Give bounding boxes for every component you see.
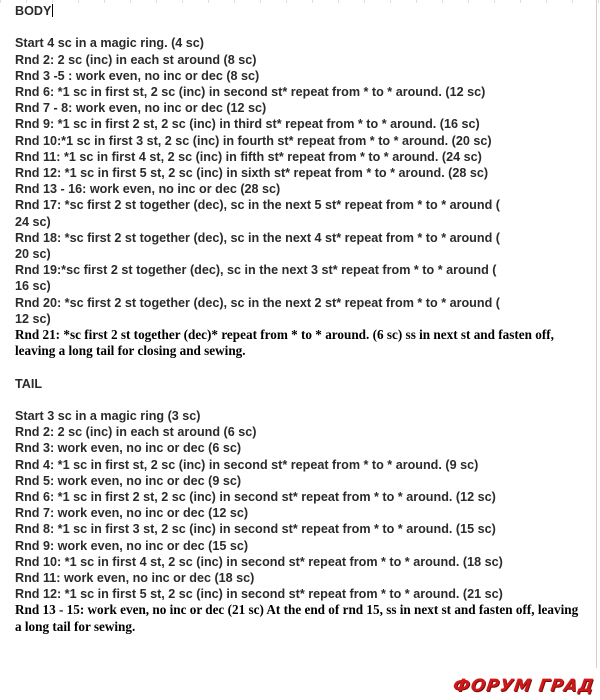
body-line: 24 sc) <box>15 214 51 229</box>
blank-line <box>15 19 585 35</box>
tail-line: Rnd 10: *1 sc in first 4 st, 2 sc (inc) in second st* repeat from * to * around. (18 sc) <box>15 554 503 569</box>
body-line: Rnd 9: *1 sc in first 2 st, 2 sc (inc) in third st* repeat from * to * around. (16 sc) <box>15 117 480 132</box>
tail-line: Rnd 6: *1 sc in first 2 st, 2 sc (inc) in second st* repeat from * to * around. (12 sc) <box>15 490 496 505</box>
section-heading-tail: TAIL <box>15 376 43 391</box>
forum-watermark-logo: ФОРУМ ГРАД <box>451 676 596 696</box>
tail-final-round: Rnd 13 - 15: work even, no inc or dec (21 sc) At the end of rnd 15, ss in next st and fasten off, leaving a long tail for sewing. <box>15 602 579 634</box>
body-line: Rnd 2: 2 sc (inc) in each st around (8 sc) <box>15 52 257 67</box>
body-line: Rnd 20: *sc first 2 st together (dec), sc in the next 2 st* repeat from * to * around ( <box>15 295 500 310</box>
tail-line: Rnd 7: work even, no inc or dec (12 sc) <box>15 506 249 521</box>
body-line: Rnd 3 -5 : work even, no inc or dec (8 sc) <box>15 68 260 83</box>
tail-line: Start 3 sc in a magic ring (3 sc) <box>15 409 201 424</box>
tail-line: Rnd 3: work even, no inc or dec (6 sc) <box>15 441 242 456</box>
body-line: 16 sc) <box>15 279 51 294</box>
tail-line: Rnd 8: *1 sc in first 3 st, 2 sc (inc) in second st* repeat from * to * around. (15 sc) <box>15 522 496 537</box>
section-heading-body: BODY <box>15 4 52 18</box>
page-right-edge <box>596 0 597 668</box>
body-line: Rnd 6: *1 sc in first st, 2 sc (inc) in second st* repeat from * to * around. (12 sc) <box>15 85 486 99</box>
body-instructions <box>15 35 585 327</box>
body-line: Rnd 17: *sc first 2 st together (dec), sc in the next 5 st* repeat from * to * around ( <box>15 198 500 213</box>
body-line: 12 sc) <box>15 311 51 326</box>
body-line: 20 sc) <box>15 247 51 262</box>
body-line: Rnd 11: *1 sc in first 4 st, 2 sc (inc) in fifth st* repeat from * to * around. (24 sc) <box>15 149 482 164</box>
tail-line: Rnd 12: *1 sc in first 5 st, 2 sc (inc) in second st* repeat from * to * around. (21 sc) <box>15 587 503 602</box>
text-cursor <box>52 4 53 17</box>
body-line: Rnd 18: *sc first 2 st together (dec), sc in the next 4 st* repeat from * to * around ( <box>15 230 500 245</box>
body-line: Rnd 19:*sc first 2 st together (dec), sc in the next 3 st* repeat from * to * around ( <box>15 263 497 278</box>
tail-line: Rnd 4: *1 sc in first st, 2 sc (inc) in second st* repeat from * to * around. (9 sc) <box>15 457 479 472</box>
body-final-round: Rnd 21: *sc first 2 st together (dec)* repeat from * to * around. (6 sc) ss in next st and fasten off, leaving a long tail for closing and sewing. <box>15 327 554 359</box>
document-body[interactable] <box>15 3 585 635</box>
tail-line: Rnd 9: work even, no inc or dec (15 sc) <box>15 538 249 553</box>
tail-line: Rnd 11: work even, no inc or dec (18 sc) <box>15 571 255 586</box>
tail-line: Rnd 5: work even, no inc or dec (9 sc) <box>15 473 242 488</box>
tail-line: Rnd 2: 2 sc (inc) in each st around (6 sc) <box>15 425 257 440</box>
blank-line <box>15 359 585 375</box>
body-line: Start 4 sc in a magic ring. (4 sc) <box>15 36 204 51</box>
tail-instructions <box>15 408 585 602</box>
body-line: Rnd 12: *1 sc in first 5 st, 2 sc (inc) in sixth st* repeat from * to * around. (28 sc) <box>15 166 489 181</box>
body-line: Rnd 7 - 8: work even, no inc or dec (12 sc) <box>15 101 267 116</box>
blank-line <box>15 392 585 408</box>
body-line: Rnd 10:*1 sc in first 3 st, 2 sc (inc) in fourth st* repeat from * to * around. (20 sc) <box>15 133 492 148</box>
body-line: Rnd 13 - 16: work even, no inc or dec (28 sc) <box>15 182 281 197</box>
